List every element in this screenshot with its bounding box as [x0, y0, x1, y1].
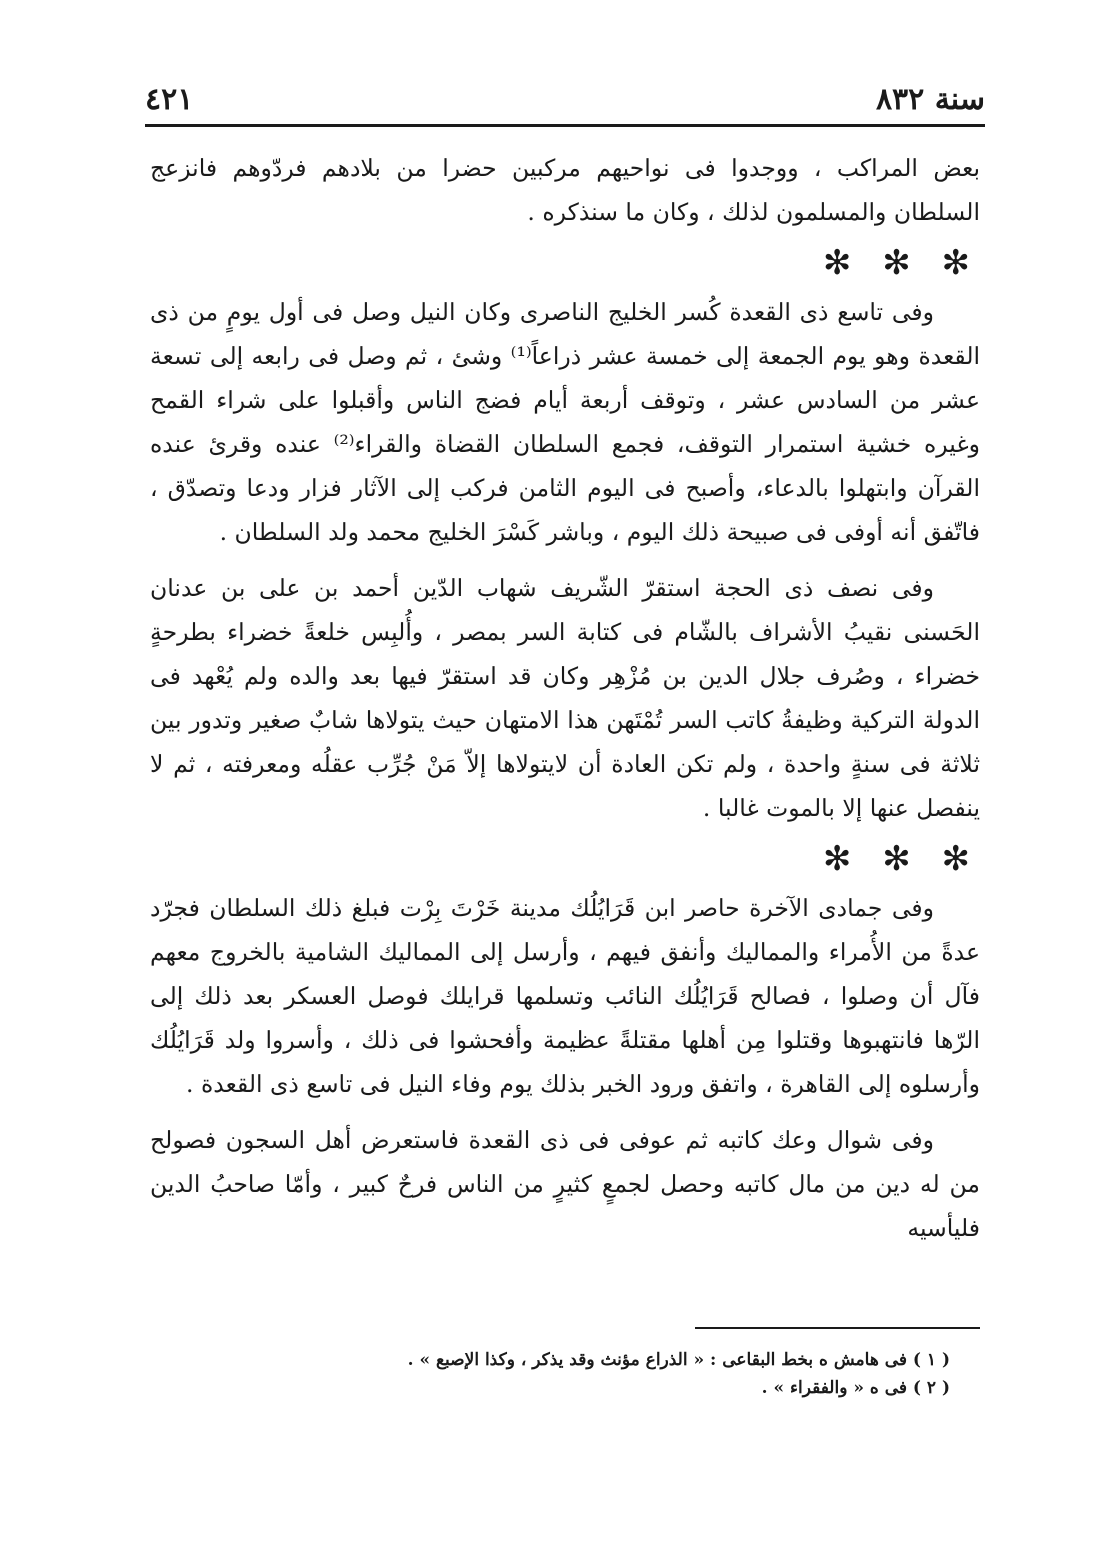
page-number: ٤٢١	[145, 82, 194, 117]
footnotes	[300, 1346, 950, 1402]
section-separator-2: ✻ ✻ ✻	[822, 839, 980, 879]
section-separator-1: ✻ ✻ ✻	[822, 243, 980, 283]
footnote-rule	[695, 1327, 980, 1329]
paragraph-1: بعض المراكب ، ووجدوا فى نواحيهم مركبين حضرا من بلادهم فردّوهم فانزعج السلطان والمسلمون لذلك ، وكان ما سنذكره .	[150, 154, 980, 226]
paragraph-gap	[150, 1106, 980, 1118]
footnote-2: ( ٢ ) فى ه « والفقراء » .	[761, 1378, 950, 1398]
paragraph-2: وفى تاسع ذى القعدة كُسر الخليج الناصرى وكان النيل وصل فى أول يومٍ من ذى القعدة وهو يوم الجمعة إلى خمسة عشر ذراعاً⁽¹⁾ وشئ ، ثم وصل فى رابعه إلى تسعة عشر من السادس عشر ، وتوقف أربعة أيام فضج الناس وأقبلوا على شراء القمح وغيره خشية استمرار التوقف، فجمع السلطان القضاة والقراء⁽²⁾ عنده وقرئ عنده القرآن وابتهلوا بالدعاء، وأصبح فى اليوم الثامن فركب إلى الآثار فزار ودعا وتصدّق ، فاتّفق أنه أوفى فى صبيحة ذلك اليوم ، وباشر كَسْرَ الخليج محمد ولد السلطان .	[150, 298, 981, 546]
paragraph-gap	[150, 554, 980, 566]
running-header-year: سنة ٨٣٢	[875, 82, 985, 117]
header-rule	[145, 124, 985, 127]
paragraph-3: وفى نصف ذى الحجة استقرّ الشّريف شهاب الدّين أحمد بن على بن عدنان الحَسنى نقيبُ الأشراف بالشّام فى كتابة السر بمصر ، وأُلبِس خلعةً خضراء بطرحةٍ خضراء ، وصُرف جلال الدين بن مُزْهِر وكان قد استقرّ فيها بعد والده ولم يُعْهد فى الدولة التركية وظيفةُ كاتب السر تُمْتَهن هذا الامتهان حيث يتولاها شابٌ صغير وتدور بين ثلاثة فى سنةٍ واحدة ، ولم تكن العادة أن لايتولاها إلاّ مَنْ جُرِّب عقلُه ومعرفته ، ثم لا ينفصل عنها إلا بالموت غالبا .	[150, 574, 980, 822]
running-header	[145, 78, 985, 122]
page-body	[150, 146, 980, 1250]
footnote-1: ( ١ ) فى هامش ه بخط البقاعى : « الذراع مؤنث وقد يذكر ، وكذا الإصبع » .	[407, 1350, 950, 1370]
paragraph-4: وفى جمادى الآخرة حاصر ابن قَرَايُلُك مدينة خَرْتَ بِرْت فبلغ ذلك السلطان فجرّد عدةً من الأُمراء والمماليك وأنفق فيهم ، وأرسل إلى المماليك الشامية بالخروج معهم فآل أن وصلوا ، فصالح قَرَايُلُك النائب وتسلمها قرايلك فوصل العسكر بعد ذلك إلى الرّها فانتهبوها وقتلوا مِن أهلها مقتلةً عظيمة وأفحشوا فى ذلك ، وأسروا ولد قَرَايُلُك وأرسلوه إلى القاهرة ، واتفق ورود الخبر بذلك يوم وفاء النيل فى تاسع ذى القعدة .	[150, 894, 980, 1098]
paragraph-5: وفى شوال وعك كاتبه ثم عوفى فى ذى القعدة فاستعرض أهل السجون فصولح من له دين من مال كاتبه وحصل لجمعٍ كثيرٍ من الناس فرحٌ كبير ، وأمّا صاحبُ الدين فليأسيه	[150, 1126, 980, 1242]
